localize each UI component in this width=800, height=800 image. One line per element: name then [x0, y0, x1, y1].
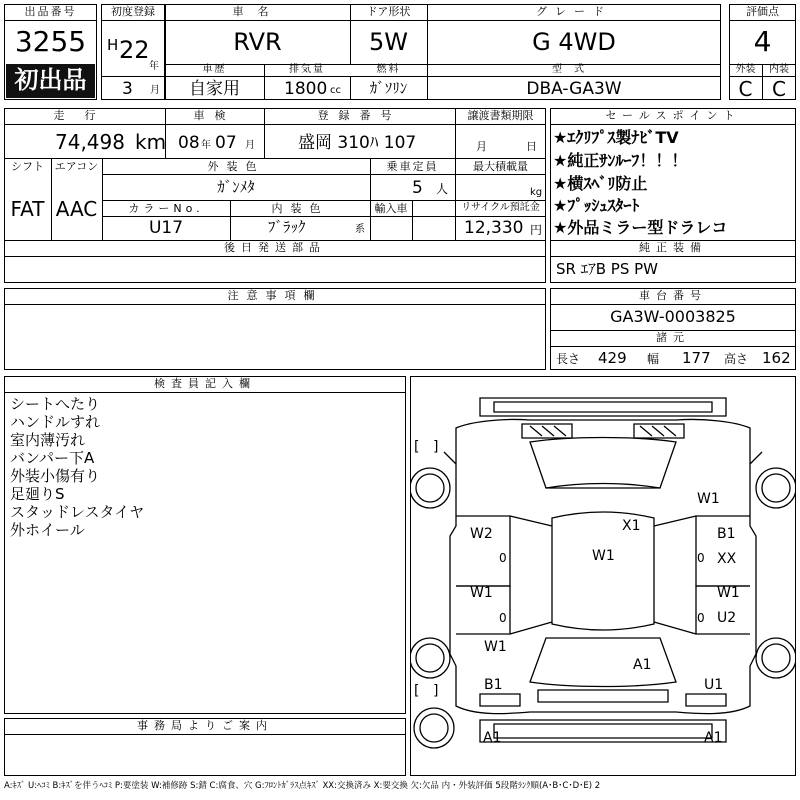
- diagram-bracket: ]: [433, 683, 439, 699]
- damage-mark: U1: [704, 677, 724, 693]
- displacement: 1800: [284, 79, 328, 99]
- mileage-unit: km: [135, 130, 167, 154]
- equipment-label: 純正装備: [639, 241, 707, 254]
- reg-number: 盛岡 310ﾊ 107: [298, 133, 417, 153]
- mileage-label: 走行: [53, 109, 116, 122]
- ext-color-label: 外装色: [207, 160, 265, 173]
- sales-point-item: ★ﾌﾟｯｼｭｽﾀｰﾄ: [553, 196, 640, 215]
- length: 429: [598, 349, 627, 367]
- transfer-month-unit: 月: [476, 140, 487, 153]
- damage-mark: B1: [484, 677, 503, 693]
- notes-label: 注意事項欄: [227, 289, 323, 302]
- ext-color: ｶﾞﾝﾒﾀ: [217, 178, 255, 196]
- insp-year: 08: [178, 133, 200, 153]
- inspector-comment-line: バンパー下A: [10, 449, 95, 467]
- ext-grade: C: [738, 77, 753, 101]
- inspector-comment-line: ハンドルすれ: [10, 413, 101, 431]
- inspector-comment-line: 外装小傷有り: [10, 467, 101, 485]
- diagram-bracket: ]: [433, 439, 439, 455]
- lot-number: 3255: [14, 25, 87, 58]
- grade: G 4WD: [532, 28, 616, 56]
- damage-mark: A1: [633, 657, 652, 673]
- model-label: 型式: [552, 64, 596, 75]
- transfer-label: 譲渡書類期限: [467, 109, 534, 122]
- capacity-label: 乗車定員: [386, 160, 439, 173]
- damage-mark: 0: [499, 551, 507, 565]
- int-grade-label: 内装: [769, 64, 789, 75]
- damage-mark: X1: [622, 518, 641, 534]
- fuel: ｶﾞｿﾘﾝ: [369, 79, 408, 97]
- height: 162: [762, 349, 791, 367]
- insp-month: 07: [215, 133, 237, 153]
- capacity-unit: 人: [436, 182, 449, 196]
- damage-mark: W1: [717, 585, 740, 601]
- chassis-label: 車台番号: [639, 289, 707, 302]
- max-load-label: 最大積載量: [473, 160, 528, 173]
- car-name-label: 車名: [232, 5, 283, 18]
- height-label: 高さ: [724, 352, 749, 366]
- office-notice-label: 事務局よりご案内: [137, 719, 273, 732]
- import-label: 輸入車: [374, 202, 408, 215]
- damage-mark: W1: [470, 585, 493, 601]
- inspector-comment-line: 足廻りS: [10, 485, 65, 503]
- damage-legend: A:ｷｽﾞ U:ﾍｺﾐ B:ｷｽﾞを伴うﾍｺﾐ P:要塗装 W:補修跡 S:錆 C:腐食、穴 G:ﾌﾛﾝﾄｶﾞﾗｽ点ｷｽﾞ XX:交換済み X:要交換 欠:欠品 内・外装評価 5段階ﾗﾝｸ順(A･B･C･D･E) 2: [4, 781, 601, 791]
- history: 自家用: [189, 79, 240, 99]
- door: 5W: [369, 28, 408, 56]
- sales-point-item: ★純正ｻﾝﾙｰﾌ！！！: [553, 151, 688, 170]
- inspector-comment-line: シートへたり: [10, 395, 101, 413]
- sales-point-item: ★ｴｸﾘﾌﾟｽ製ﾅﾋﾞTV: [553, 128, 679, 147]
- width: 177: [682, 349, 711, 367]
- damage-mark: 0: [697, 611, 705, 625]
- damage-mark: XX: [717, 551, 737, 567]
- year-unit: 年: [149, 61, 159, 72]
- car-name: RVR: [233, 28, 282, 56]
- damage-mark: W1: [592, 548, 615, 564]
- int-color-suffix: 系: [355, 224, 365, 235]
- ac: AAC: [55, 197, 98, 221]
- damage-mark: W1: [697, 491, 720, 507]
- damage-mark: 0: [499, 611, 507, 625]
- sales-points-label: セールスポイント: [605, 109, 741, 122]
- width-label: 幅: [647, 352, 660, 366]
- sales-point-item: ★外品ミラー型ドラレコ: [553, 218, 728, 237]
- damage-mark: B1: [717, 526, 736, 542]
- ext-grade-label: 外装: [735, 64, 756, 75]
- mileage: 74,498: [55, 130, 125, 154]
- diagram-bracket: [: [414, 683, 420, 699]
- lot-number-label: 出品番号: [24, 5, 77, 18]
- insp-year-unit: 年: [201, 140, 211, 151]
- specs-label: 諸元: [656, 331, 690, 344]
- color-no-label: カラーNo.: [128, 202, 204, 215]
- sales-point-item: ★横ｽﾍﾞﾘ防止: [553, 174, 648, 193]
- door-label: ドア形状: [366, 5, 411, 18]
- damage-mark: A1: [483, 730, 502, 746]
- insp-month-unit: 月: [245, 140, 255, 151]
- later-parts-label: 後日発送部品: [224, 241, 326, 254]
- displacement-label: 排気量: [289, 64, 325, 75]
- model: DBA-GA3W: [526, 79, 622, 99]
- fuel-label: 燃料: [376, 64, 401, 75]
- grade-label: グレード: [536, 5, 612, 18]
- displacement-unit: cc: [330, 85, 341, 96]
- equipment: SR ｴｱB PS PW: [556, 260, 658, 278]
- inspector-comment-line: スタッドレスタイヤ: [10, 503, 145, 521]
- capacity: 5: [412, 178, 423, 198]
- first-listing-badge: 初出品: [14, 66, 87, 94]
- damage-mark: A1: [704, 730, 723, 746]
- first-reg-label: 初度登録: [111, 5, 155, 18]
- int-color-label: 内装色: [271, 202, 329, 215]
- shift-label: シフト: [11, 160, 44, 173]
- int-color: ﾌﾞﾗｯｸ: [268, 218, 306, 236]
- color-no: U17: [148, 218, 184, 238]
- damage-mark: W1: [484, 639, 507, 655]
- chassis-number: GA3W-0003825: [610, 307, 736, 326]
- diagram-bracket: [: [414, 439, 420, 455]
- recycle: 12,330: [464, 218, 524, 238]
- score-label: 評価点: [746, 5, 779, 18]
- damage-mark: W2: [470, 526, 493, 542]
- first-reg-year: 22: [119, 36, 150, 64]
- history-label: 車歴: [202, 64, 227, 75]
- inspection-label: 車検: [193, 109, 236, 122]
- inspector-comment-line: 外ホイール: [10, 521, 85, 539]
- car-outline-diagram: [410, 376, 796, 776]
- recycle-unit: 円: [530, 223, 543, 237]
- max-load-unit: kg: [530, 187, 543, 198]
- ac-label: エアコン: [54, 160, 99, 173]
- reg-number-label: 登録番号: [317, 109, 402, 122]
- first-reg-month: 3: [122, 79, 133, 99]
- inspector-label: 検査員記入欄: [154, 377, 256, 390]
- era: H: [107, 36, 119, 54]
- length-label: 長さ: [556, 352, 581, 366]
- damage-mark: U2: [717, 610, 737, 626]
- damage-mark: 0: [697, 551, 705, 565]
- inspector-comments: [10, 395, 144, 539]
- transfer-day-unit: 日: [526, 140, 537, 153]
- month-unit: 月: [150, 85, 160, 96]
- recycle-label: リサイクル預託金: [461, 202, 540, 213]
- score: 4: [753, 25, 772, 58]
- shift: FAT: [10, 197, 45, 221]
- inspector-comment-line: 室内薄汚れ: [10, 431, 86, 449]
- int-grade: C: [772, 77, 786, 101]
